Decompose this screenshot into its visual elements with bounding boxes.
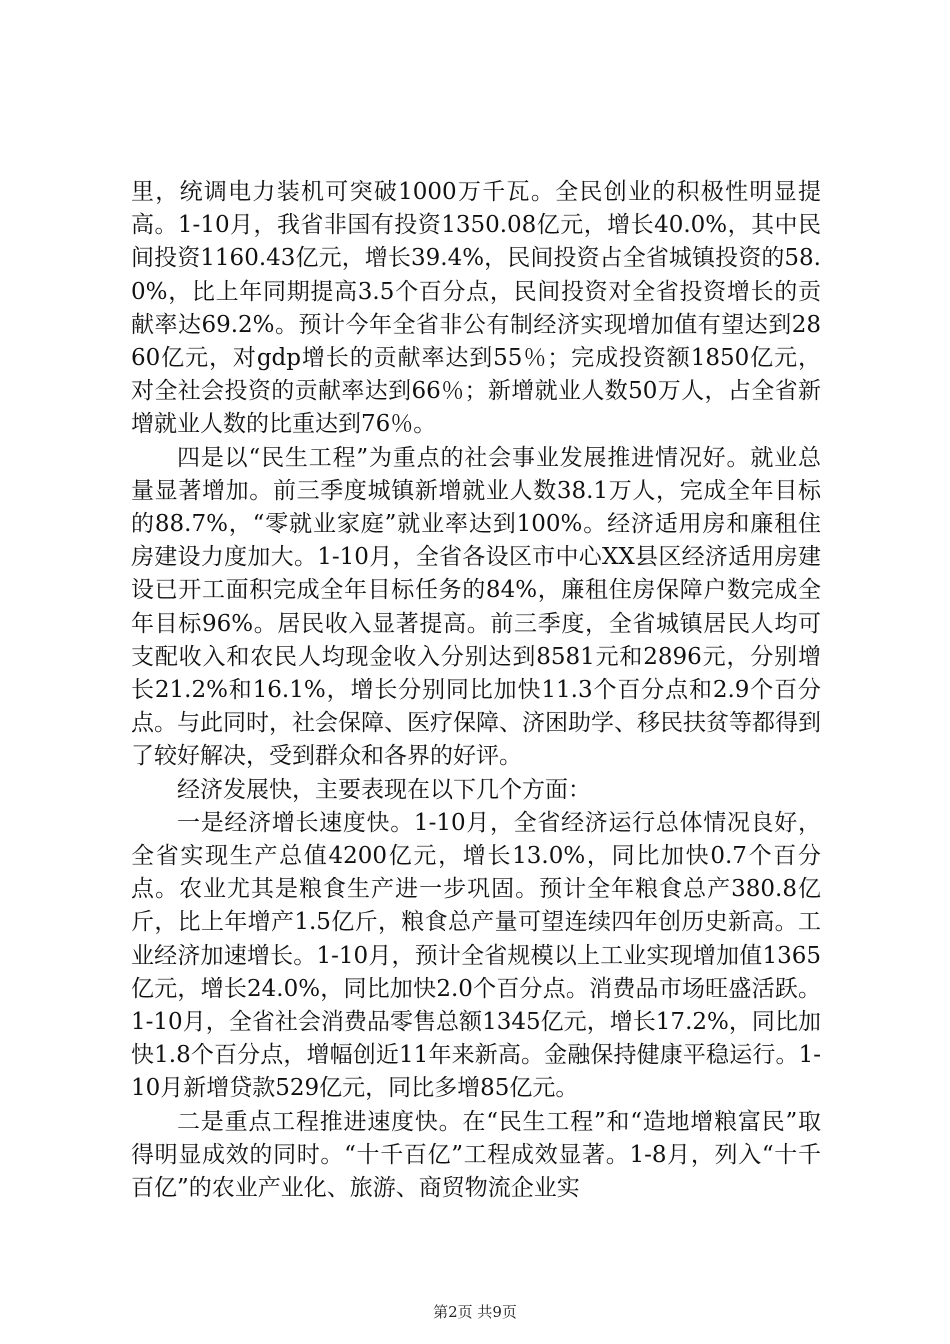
paragraph-4: 一是经济增长速度快。1-10月，全省经济运行总体情况良好，全省实现生产总值4200亿元，增长13.0%，同比加快0.7个百分点。农业尤其是粮食生产进一步巩固。预计全年粮食总产380.8亿斤，比上年增产1.5亿斤，粮食总产量可望连续四年创历史新高。工业经济加速增长。1-10月，预计全省规模以上工业实现增加值1365亿元，增长24.0%，同比加快2.0个百分点。消费品市场旺盛活跃。1-10月，全省社会消费品零售总额1345亿元，增长17.2%，同比加快1.8个百分点，增幅创近11年来新高。金融保持健康平稳运行。1-10月新增贷款529亿元，同比多增85亿元。 — [131, 809, 821, 1102]
body-text — [131, 176, 821, 1205]
paragraph-2: 四是以“民生工程”为重点的社会事业发展推进情况好。就业总量显著增加。前三季度城镇新增就业人数38.1万人，完成全年目标的88.7%，“零就业家庭”就业率达到100%。经济适用房和廉租住房建设力度加大。1-10月，全省各设区市中心XX县区经济适用房建设已开工面积完成全年目标任务的84%，廉租住房保障户数完成全年目标96%。居民收入显著提高。前三季度，全省城镇居民人均可支配收入和农民人均现金收入分别达到8581元和2896元，分别增长21.2%和16.1%，增长分别同比加快11.3个百分点和2.9个百分点。与此同时，社会保障、医疗保障、济困助学、移民扶贫等都得到了较好解决，受到群众和各界的好评。 — [131, 444, 821, 770]
paragraph-3: 经济发展快，主要表现在以下几个方面： — [177, 776, 591, 803]
paragraph-5: 二是重点工程推进速度快。在“民生工程”和“造地增粮富民”取得明显成效的同时。“十千百亿”工程成效显著。1-8月，列入“十千百亿”的农业产业化、旅游、商贸物流企业实 — [131, 1108, 821, 1202]
page-footer: 第2页 共9页 — [433, 1303, 517, 1321]
paragraph-1: 里，统调电力装机可突破1000万千瓦。全民创业的积极性明显提高。1-10月，我省非国有投资1350.08亿元，增长40.0%，其中民间投资1160.43亿元，增长39.4%，民间投资占全省城镇投资的58.0%，比上年同期提高3.5个百分点，民间投资对全省投资增长的贡献率达69.2%。预计今年全省非公有制经济实现增加值有望达到2860亿元，对gdp增长的贡献率达到55％；完成投资额1850亿元，对全社会投资的贡献率达到66％；新增就业人数50万人，占全省新增就业人数的比重达到76％。 — [131, 179, 821, 438]
